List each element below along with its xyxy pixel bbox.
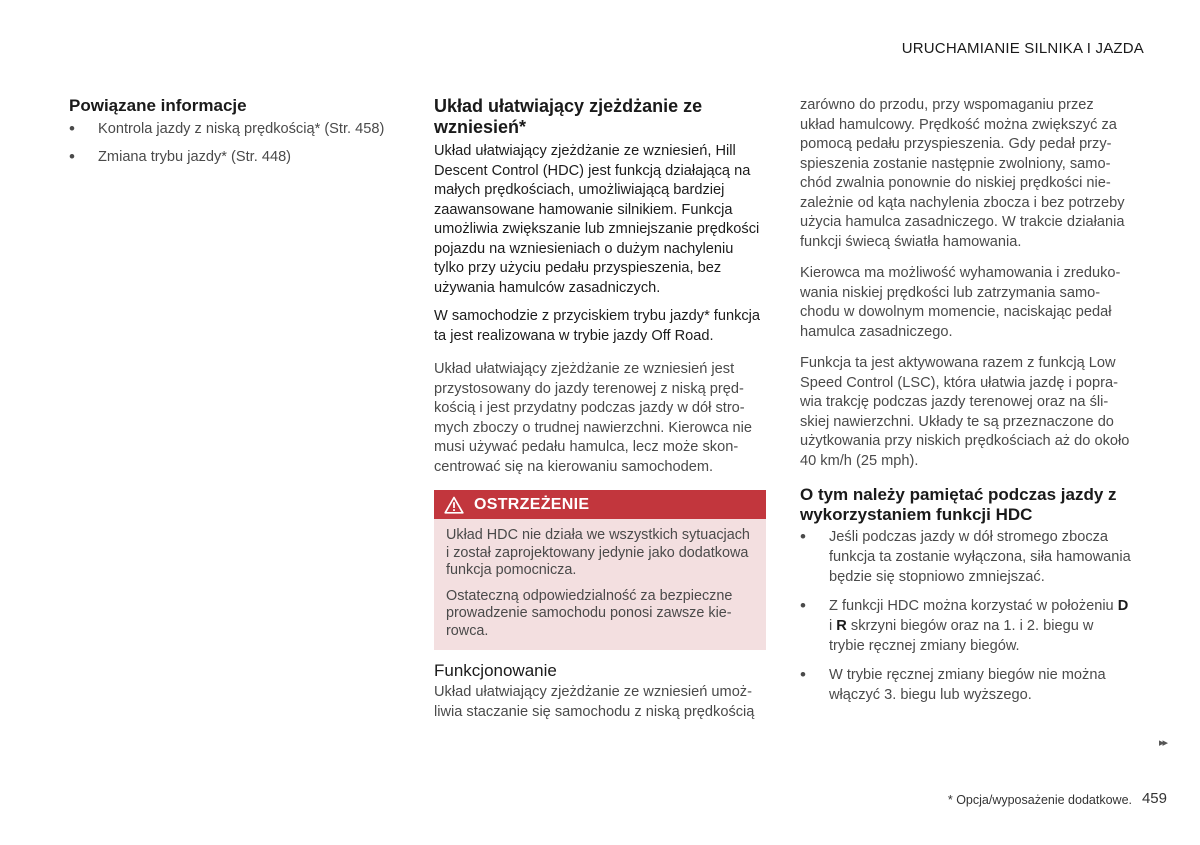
warning-box — [434, 490, 766, 650]
gear-d-label: D — [1117, 598, 1129, 614]
continue-arrow-icon: ▸▸ — [1158, 737, 1166, 749]
hdc-note-2-pre: Z funkcji HDC można korzystać w położeniu — [829, 598, 1118, 614]
hdc-note-3: • W trybie ręcznej zmiany biegów nie można włączyć 3. biegu lub wyższego. — [800, 665, 1132, 705]
brake-paragraph: Kierowca ma możliwość wyhamowania i zredukowania niskiej prędkości lub zatrzymania samochodu w dowolnym momencie, naciskając pedał hamulca zasadniczego. — [800, 265, 1121, 340]
warning-text-2: Ostateczną odpowiedzialność za bezpieczne prowadzenie samochodu ponosi zawsze kierowca. — [446, 587, 733, 639]
hdc-note-2-mid: i — [829, 618, 837, 634]
section-title: Układ ułatwiający zjeżdżanie ze wzniesień* — [434, 96, 703, 137]
related-link-drive-mode[interactable]: • Zmiana trybu jazdy* (Str. 448) — [69, 147, 409, 167]
hdc-notes-heading: O tym należy pamiętać podczas jazdy z wykorzystaniem funkcji HDC — [800, 485, 1117, 524]
related-info-list — [69, 119, 409, 167]
continued-paragraph: zarówno do przodu, przy wspomaganiu przez układ hamulcowy. Prędkość można zwiększyć za pomocą pedału przyspieszenia. Gdy pedał przyspieszenia zostanie następnie zwolniony, samochód zwalnia ponownie do niskiej prędkości niezależnie od kąta nachylenia zbocza i bez potrzeby użycia hamulca zasadniczego. W trakcie działania funkcji świecą światła hamowania. — [800, 97, 1125, 250]
warning-body — [434, 519, 766, 650]
hdc-note-2 — [800, 596, 1132, 656]
page-number: 459 — [1141, 790, 1167, 807]
warning-text-1: Układ HDC nie działa we wszystkich sytuacjach i został zaprojektowany jedynie jako dodatkowa funkcja pomocnicza. — [446, 527, 750, 578]
warning-label: OSTRZEŻENIE — [474, 495, 590, 513]
offroad-paragraph: Układ ułatwiający zjeżdżanie ze wzniesień jest przystosowany do jazdy terenowej z niską prędkością i jest przydatny podczas jazdy w dół stromych zboczy o trudnej nawierzchni. Kierowca nie musi używać pedału hamulca, lecz może skoncentrować się na kierowaniu samochodem. — [434, 361, 752, 475]
hdc-note-2-post: skrzyni biegów oraz na 1. i 2. biegu w trybie ręcznej zmiany biegów. — [829, 618, 1094, 654]
lsc-paragraph: Funkcja ta jest aktywowana razem z funkcją Low Speed Control (LSC), która ułatwia jazdę i poprawia trakcję podczas jazdy terenowej oraz na śliskiej nawierzchni. Układy te są przeznaczone do użytkowania przy niskich prędkościach aż do około 40 km/h (25 mph). — [800, 355, 1130, 469]
footnote: * Opcja/wyposażenie dodatkowe. — [947, 793, 1132, 807]
related-info-heading: Powiązane informacje — [69, 96, 247, 115]
warning-header — [434, 490, 766, 519]
running-header: URUCHAMIANIE SILNIKA I JAZDA — [901, 40, 1144, 57]
related-link-low-speed-control[interactable]: • Kontrola jazdy z niską prędkością* (Str. 458) — [69, 119, 409, 139]
drive-mode-paragraph: W samochodzie z przyciskiem trybu jazdy* funkcja ta jest realizowana w trybie jazdy Off Road. — [434, 308, 761, 344]
related-info-section — [69, 96, 409, 167]
function-section — [434, 661, 766, 731]
hdc-notes-list — [800, 527, 1132, 705]
function-heading: Funkcjonowanie — [434, 661, 557, 680]
middle-column — [434, 96, 766, 486]
gear-r-label: R — [836, 618, 847, 634]
function-paragraph: Układ ułatwiający zjeżdżanie ze wzniesień umożliwia staczanie się samochodu z niską prędkością — [434, 684, 755, 720]
intro-paragraph: Układ ułatwiający zjeżdżanie ze wzniesień, Hill Descent Control (HDC) jest funkcją działającą na małych prędkościach, umożliwiającą bardziej zaawansowane hamowanie silnikiem. Funkcja umożliwia zwiększanie lub zmniejszanie prędkości pojazdu na wzniesieniach o dużym nachyleniu tylko przy użyciu pedału przyspieszenia, bez używania hamulców zasadniczych. — [434, 143, 760, 296]
hdc-note-1: • Jeśli podczas jazdy w dół stromego zbocza funkcja ta zostanie wyłączona, siła hamowania będzie się stopniowo zmniejszać. — [800, 527, 1132, 587]
warning-triangle-icon — [434, 496, 474, 514]
right-column — [800, 96, 1132, 705]
